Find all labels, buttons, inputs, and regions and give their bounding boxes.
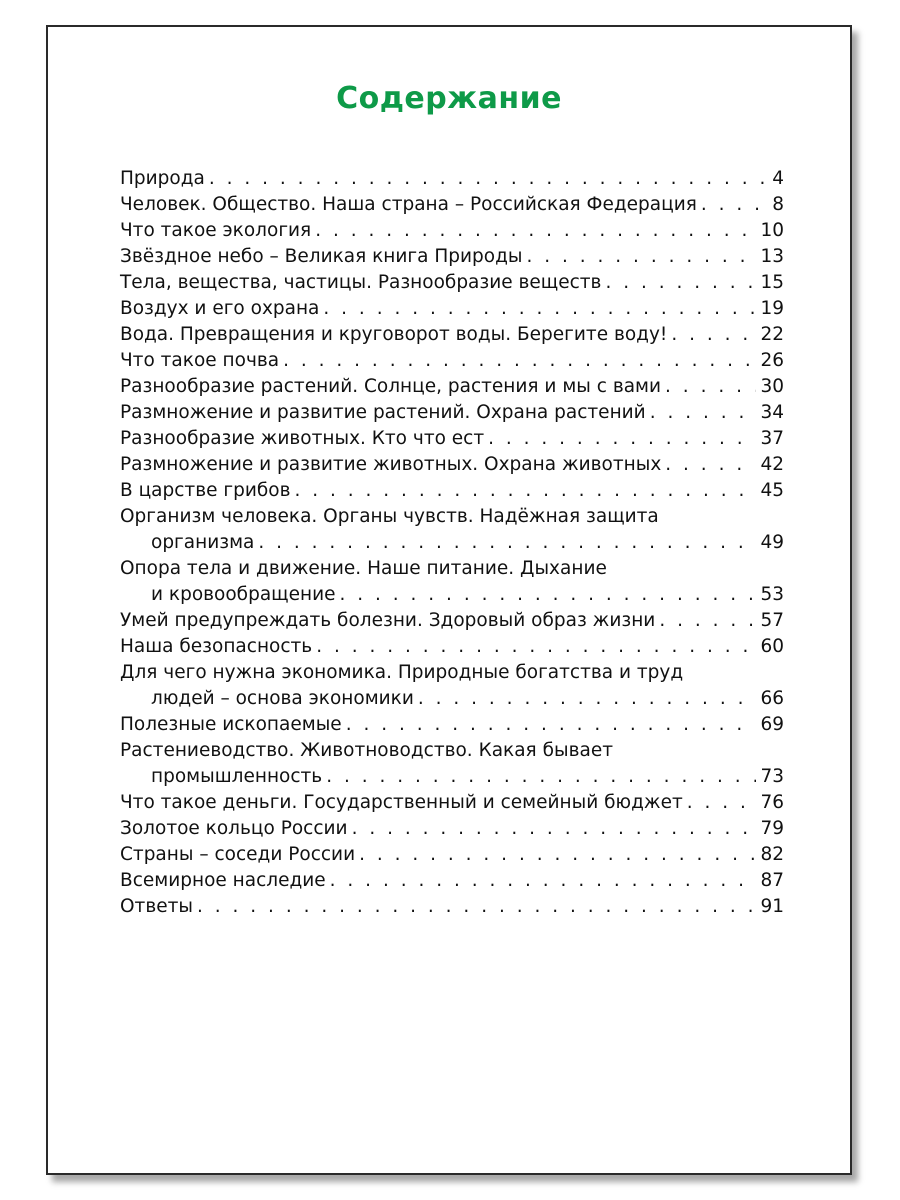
toc-entry-title: Организм человека. Органы чувств. Надёжная защита bbox=[120, 506, 659, 527]
toc-entry-title: Золотое кольцо России bbox=[120, 818, 348, 839]
toc-entry-line bbox=[120, 634, 784, 660]
toc-entry-title: Всемирное наследие bbox=[120, 870, 326, 891]
toc-entry-line bbox=[120, 478, 784, 504]
toc-entry-title: Что такое почва bbox=[120, 350, 280, 371]
toc-page-number: 91 bbox=[760, 896, 784, 917]
toc-entry-title: Звёздное небо – Великая книга Природы bbox=[120, 246, 523, 267]
toc-entry bbox=[120, 556, 784, 608]
toc-entry bbox=[120, 374, 784, 400]
dot-leader bbox=[687, 790, 757, 816]
toc-entry-line bbox=[120, 218, 784, 244]
page-title: Содержание bbox=[336, 81, 562, 116]
toc-page-number: 19 bbox=[760, 298, 784, 319]
toc-entry-title: Ответы bbox=[120, 896, 194, 917]
toc-page-number: 15 bbox=[760, 272, 784, 293]
toc-entry-title: Для чего нужна экономика. Природные богатства и труд bbox=[120, 662, 684, 683]
toc-page-number: 76 bbox=[760, 792, 784, 813]
toc-entry bbox=[120, 504, 784, 556]
toc-entry-line bbox=[120, 348, 784, 374]
toc-entry-line bbox=[120, 660, 784, 686]
toc-entry-line bbox=[120, 842, 784, 868]
toc-entry bbox=[120, 738, 784, 790]
dot-leader bbox=[294, 478, 756, 504]
toc-entry-title: Что такое деньги. Государственный и семейный бюджет bbox=[120, 792, 683, 813]
toc-page-number: 49 bbox=[760, 532, 784, 553]
toc-entry-title: Воздух и его охрана bbox=[120, 298, 320, 319]
toc-page-number: 53 bbox=[760, 584, 784, 605]
toc-entry-line bbox=[120, 894, 784, 920]
toc-entry bbox=[120, 842, 784, 868]
toc-page-number: 42 bbox=[760, 454, 784, 475]
dot-leader bbox=[665, 452, 756, 478]
toc-entry-line bbox=[120, 556, 784, 582]
toc-entry-line bbox=[120, 270, 784, 296]
toc-entry-line bbox=[120, 322, 784, 348]
toc-entry-title: Полезные ископаемые bbox=[120, 714, 342, 735]
dot-leader bbox=[197, 894, 756, 920]
document-page bbox=[46, 25, 852, 1175]
toc-entry-line bbox=[120, 400, 784, 426]
dot-leader bbox=[650, 400, 757, 426]
toc-entry bbox=[120, 244, 784, 270]
toc-entry-title: промышленность bbox=[151, 766, 323, 787]
toc-entry-line bbox=[120, 166, 784, 192]
toc-entry bbox=[120, 608, 784, 634]
toc-entry-title: Растениеводство. Животноводство. Какая бывает bbox=[120, 740, 613, 761]
toc-entry-title: Тела, вещества, частицы. Разнообразие веществ bbox=[120, 272, 602, 293]
toc-page-number: 69 bbox=[760, 714, 784, 735]
toc-entry-line bbox=[120, 868, 784, 894]
toc-entry bbox=[120, 712, 784, 738]
toc-entry-line bbox=[120, 296, 784, 322]
toc-page-number: 22 bbox=[760, 324, 784, 345]
toc-entry bbox=[120, 868, 784, 894]
toc-entry-title: Страны – соседи России bbox=[120, 844, 356, 865]
toc-entry-line bbox=[120, 452, 784, 478]
toc-page-number: 73 bbox=[760, 766, 784, 787]
toc-page-number: 57 bbox=[760, 610, 784, 631]
toc-entry-line-continued bbox=[120, 530, 784, 556]
toc-entry-title: Разнообразие растений. Солнце, растения и мы с вами bbox=[120, 376, 662, 397]
toc-entry-line-continued bbox=[120, 686, 784, 712]
dot-leader bbox=[418, 686, 757, 712]
toc-entry bbox=[120, 270, 784, 296]
toc-entry-title: Размножение и развитие животных. Охрана животных bbox=[120, 454, 662, 475]
dot-leader bbox=[323, 296, 756, 322]
toc-entry-title: В царстве грибов bbox=[120, 480, 291, 501]
dot-leader bbox=[488, 426, 756, 452]
toc-entry bbox=[120, 452, 784, 478]
dot-leader bbox=[283, 348, 756, 374]
toc-entry bbox=[120, 790, 784, 816]
toc-entry-title: Вода. Превращения и круговорот воды. Берегите воду! bbox=[120, 324, 668, 345]
toc-entry-title: Природа bbox=[120, 168, 205, 189]
toc-entry-line bbox=[120, 374, 784, 400]
toc-entry-line-continued bbox=[120, 582, 784, 608]
toc-page-number: 79 bbox=[760, 818, 784, 839]
toc-entry bbox=[120, 634, 784, 660]
toc-entry-title: Опора тела и движение. Наше питание. Дыхание bbox=[120, 558, 607, 579]
toc-entry-title: организма bbox=[151, 532, 255, 553]
dot-leader bbox=[526, 244, 756, 270]
toc-page-number: 10 bbox=[760, 220, 784, 241]
toc-entry-line bbox=[120, 504, 784, 530]
toc-entry bbox=[120, 296, 784, 322]
dot-leader bbox=[605, 270, 756, 296]
toc-page-number: 8 bbox=[772, 194, 784, 215]
toc-entry-line bbox=[120, 738, 784, 764]
dot-leader bbox=[359, 842, 756, 868]
dot-leader bbox=[330, 868, 757, 894]
dot-leader bbox=[326, 764, 756, 790]
toc-entry-line bbox=[120, 192, 784, 218]
dot-leader bbox=[316, 634, 756, 660]
toc-entry-title: Наша безопасность bbox=[120, 636, 313, 657]
dot-leader bbox=[665, 374, 756, 400]
toc-page-number: 34 bbox=[760, 402, 784, 423]
toc-entry bbox=[120, 192, 784, 218]
toc-entry-title: Что такое экология bbox=[120, 220, 312, 241]
toc-entry-line bbox=[120, 608, 784, 634]
toc-entry-line bbox=[120, 712, 784, 738]
toc-page-number: 37 bbox=[760, 428, 784, 449]
table-of-contents bbox=[120, 166, 784, 920]
toc-entry bbox=[120, 816, 784, 842]
toc-entry-line-continued bbox=[120, 764, 784, 790]
toc-entry-title: Человек. Общество. Наша страна – Российская Федерация bbox=[120, 194, 697, 215]
toc-page-number: 60 bbox=[760, 636, 784, 657]
dot-leader bbox=[352, 816, 757, 842]
toc-entry bbox=[120, 478, 784, 504]
toc-entry-line bbox=[120, 816, 784, 842]
toc-entry-line bbox=[120, 790, 784, 816]
toc-entry bbox=[120, 218, 784, 244]
toc-entry bbox=[120, 166, 784, 192]
toc-page-number: 30 bbox=[760, 376, 784, 397]
toc-page-number: 13 bbox=[760, 246, 784, 267]
toc-page-number: 26 bbox=[760, 350, 784, 371]
dot-leader bbox=[346, 712, 757, 738]
dot-leader bbox=[701, 192, 768, 218]
toc-entry bbox=[120, 322, 784, 348]
toc-entry bbox=[120, 348, 784, 374]
toc-entry-title: и кровообращение bbox=[151, 584, 336, 605]
toc-entry bbox=[120, 660, 784, 712]
toc-entry-title: Размножение и развитие растений. Охрана растений bbox=[120, 402, 646, 423]
toc-page-number: 87 bbox=[760, 870, 784, 891]
dot-leader bbox=[258, 530, 756, 556]
dot-leader bbox=[339, 582, 756, 608]
toc-entry-title: людей – основа экономики bbox=[151, 688, 414, 709]
toc-entry-title: Разнообразие животных. Кто что ест bbox=[120, 428, 485, 449]
toc-entry-title: Умей предупреждать болезни. Здоровый образ жизни bbox=[120, 610, 656, 631]
dot-leader bbox=[671, 322, 756, 348]
toc-page-number: 45 bbox=[760, 480, 784, 501]
toc-entry-line bbox=[120, 244, 784, 270]
toc-entry bbox=[120, 894, 784, 920]
toc-page-number: 4 bbox=[772, 168, 784, 189]
dot-leader bbox=[315, 218, 756, 244]
toc-entry-line bbox=[120, 426, 784, 452]
dot-leader bbox=[209, 166, 768, 192]
dot-leader bbox=[659, 608, 756, 634]
toc-page-number: 82 bbox=[760, 844, 784, 865]
toc-entry bbox=[120, 400, 784, 426]
toc-entry bbox=[120, 426, 784, 452]
toc-page-number: 66 bbox=[760, 688, 784, 709]
